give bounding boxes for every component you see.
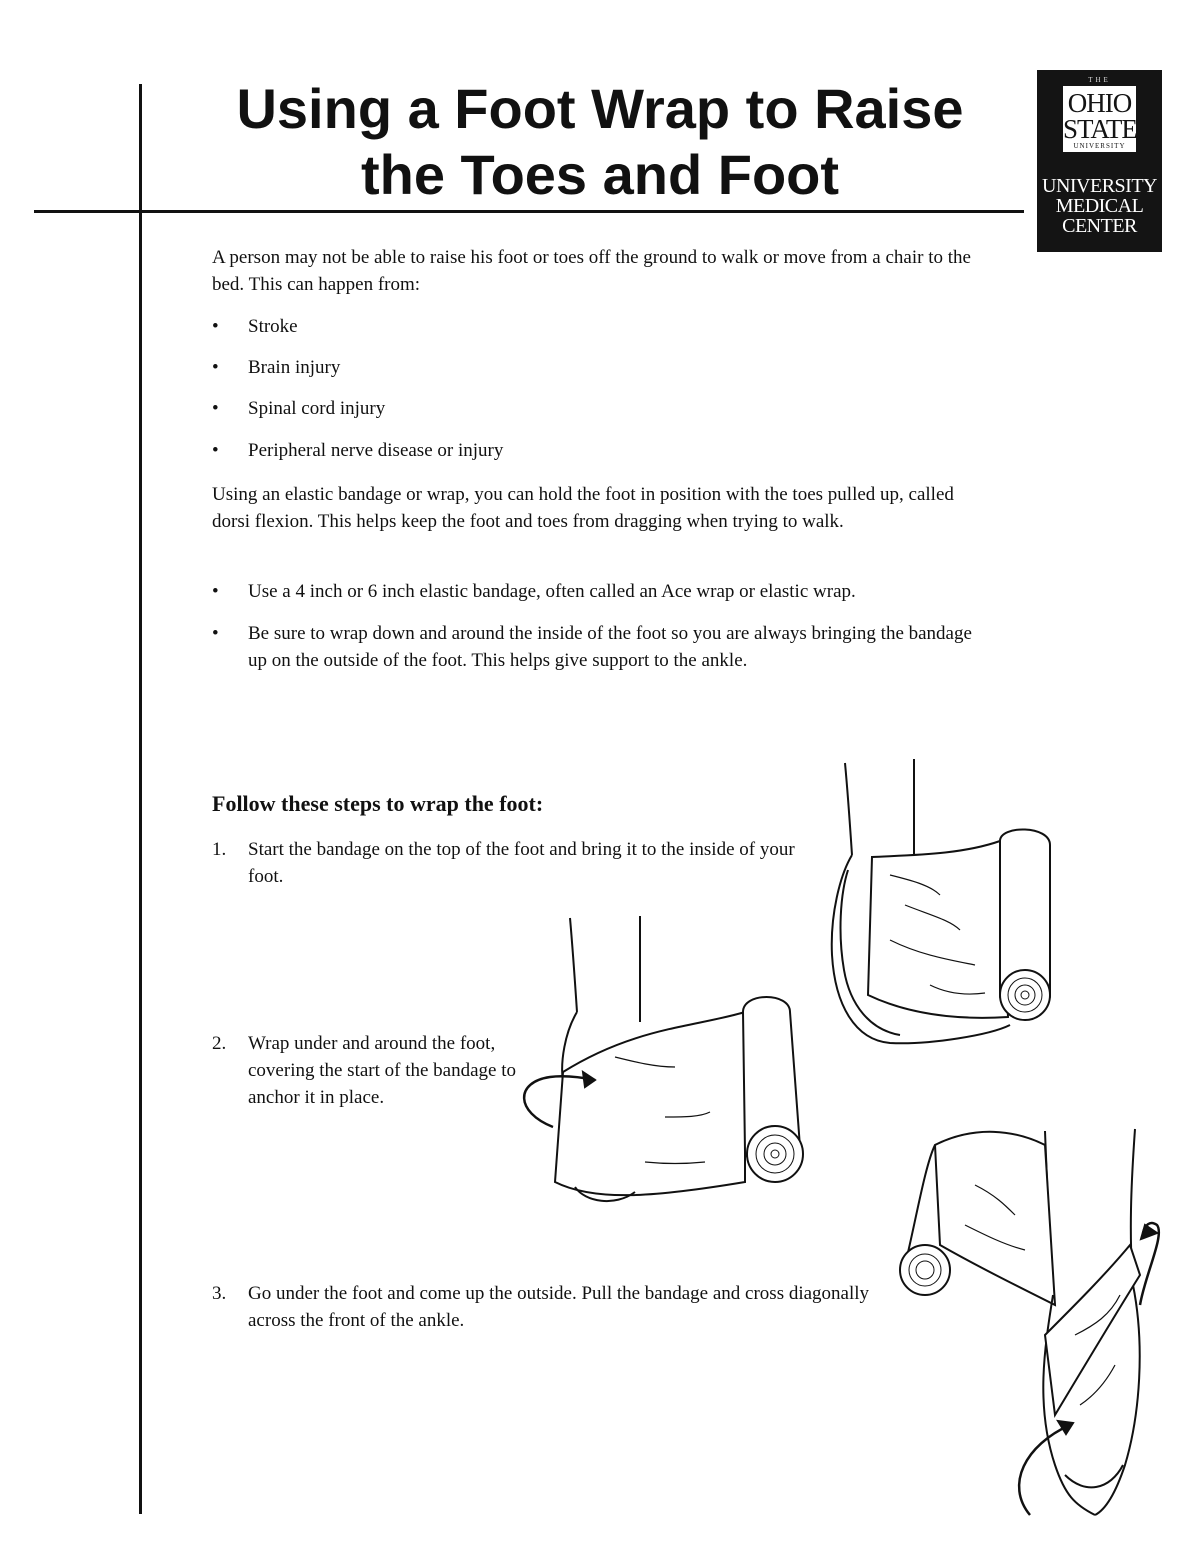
causes-list: [212, 313, 982, 464]
logo-emblem-line-2: STATE: [1063, 114, 1137, 144]
cause-text: Stroke: [248, 316, 298, 337]
horizontal-rule: [34, 210, 1024, 213]
logo-emblem-line-1: OHIO: [1067, 88, 1132, 118]
step-number: 3.: [212, 1283, 227, 1304]
bandage-paragraph: Using an elastic bandage or wrap, you can hold the foot in position with the toes pulled up, called dorsi flexion. This helps keep the foot and toes from dragging when trying to walk.: [212, 484, 954, 532]
list-item: [212, 313, 982, 340]
step-text: Wrap under and around the foot, covering the start of the bandage to anchor it in place.: [248, 1033, 517, 1108]
steps-heading: Follow these steps to wrap the foot:: [212, 791, 544, 816]
list-item: [212, 620, 982, 674]
cause-text: Spinal cord injury: [248, 398, 386, 419]
bullet-icon: •: [212, 316, 219, 337]
list-item: [212, 578, 982, 605]
bullet-icon: •: [212, 581, 219, 602]
foot-wrap-illustration-step-1: [810, 755, 1070, 1055]
logo-emblem: [1063, 86, 1136, 152]
tip-text: Be sure to wrap down and around the inside of the foot so you are always bringing the bandage up on the outside of the foot. This helps give support to the ankle.: [248, 623, 972, 671]
logo-wordmark-line-2: MEDICAL: [1055, 195, 1144, 217]
cause-text: Peripheral nerve disease or injury: [248, 440, 504, 461]
step-text: Start the bandage on the top of the foot and bring it to the inside of your foot.: [248, 839, 795, 887]
logo-emblem-line-3: UNIVERSITY: [1073, 142, 1126, 150]
list-item: [212, 395, 982, 422]
bullet-icon: •: [212, 623, 219, 644]
list-item: [212, 437, 982, 464]
logo-wordmark-line-3: CENTER: [1062, 215, 1137, 237]
tip-text: Use a 4 inch or 6 inch elastic bandage, often called an Ace wrap or elastic wrap.: [248, 581, 856, 602]
step-number: 1.: [212, 839, 227, 860]
bullet-icon: •: [212, 398, 219, 419]
logo-wordmark: [1037, 176, 1162, 236]
tips-list: [212, 578, 982, 674]
step-text: Go under the foot and come up the outside. Pull the bandage and cross diagonally across the front of the ankle.: [248, 1283, 870, 1331]
foot-wrap-illustration-step-2: [515, 912, 815, 1212]
bullet-icon: •: [212, 440, 219, 461]
page-title-line-2: the Toes and Foot: [360, 143, 840, 206]
foot-wrap-illustration-step-3: [895, 1125, 1195, 1525]
page-title: [170, 76, 1030, 208]
cause-text: Brain injury: [248, 357, 341, 378]
osu-medical-center-logo: [1037, 70, 1162, 252]
step-number: 2.: [212, 1033, 227, 1054]
intro-paragraph: A person may not be able to raise his foot or toes off the ground to walk or move from a chair to the bed. This can happen from:: [212, 247, 971, 295]
list-item: [212, 354, 982, 381]
page-title-line-1: Using a Foot Wrap to Raise: [236, 77, 964, 140]
vertical-rule: [139, 84, 142, 1514]
logo-wordmark-line-1: UNIVERSITY: [1042, 175, 1157, 197]
logo-top-text: THE: [1088, 76, 1111, 84]
bullet-icon: •: [212, 357, 219, 378]
